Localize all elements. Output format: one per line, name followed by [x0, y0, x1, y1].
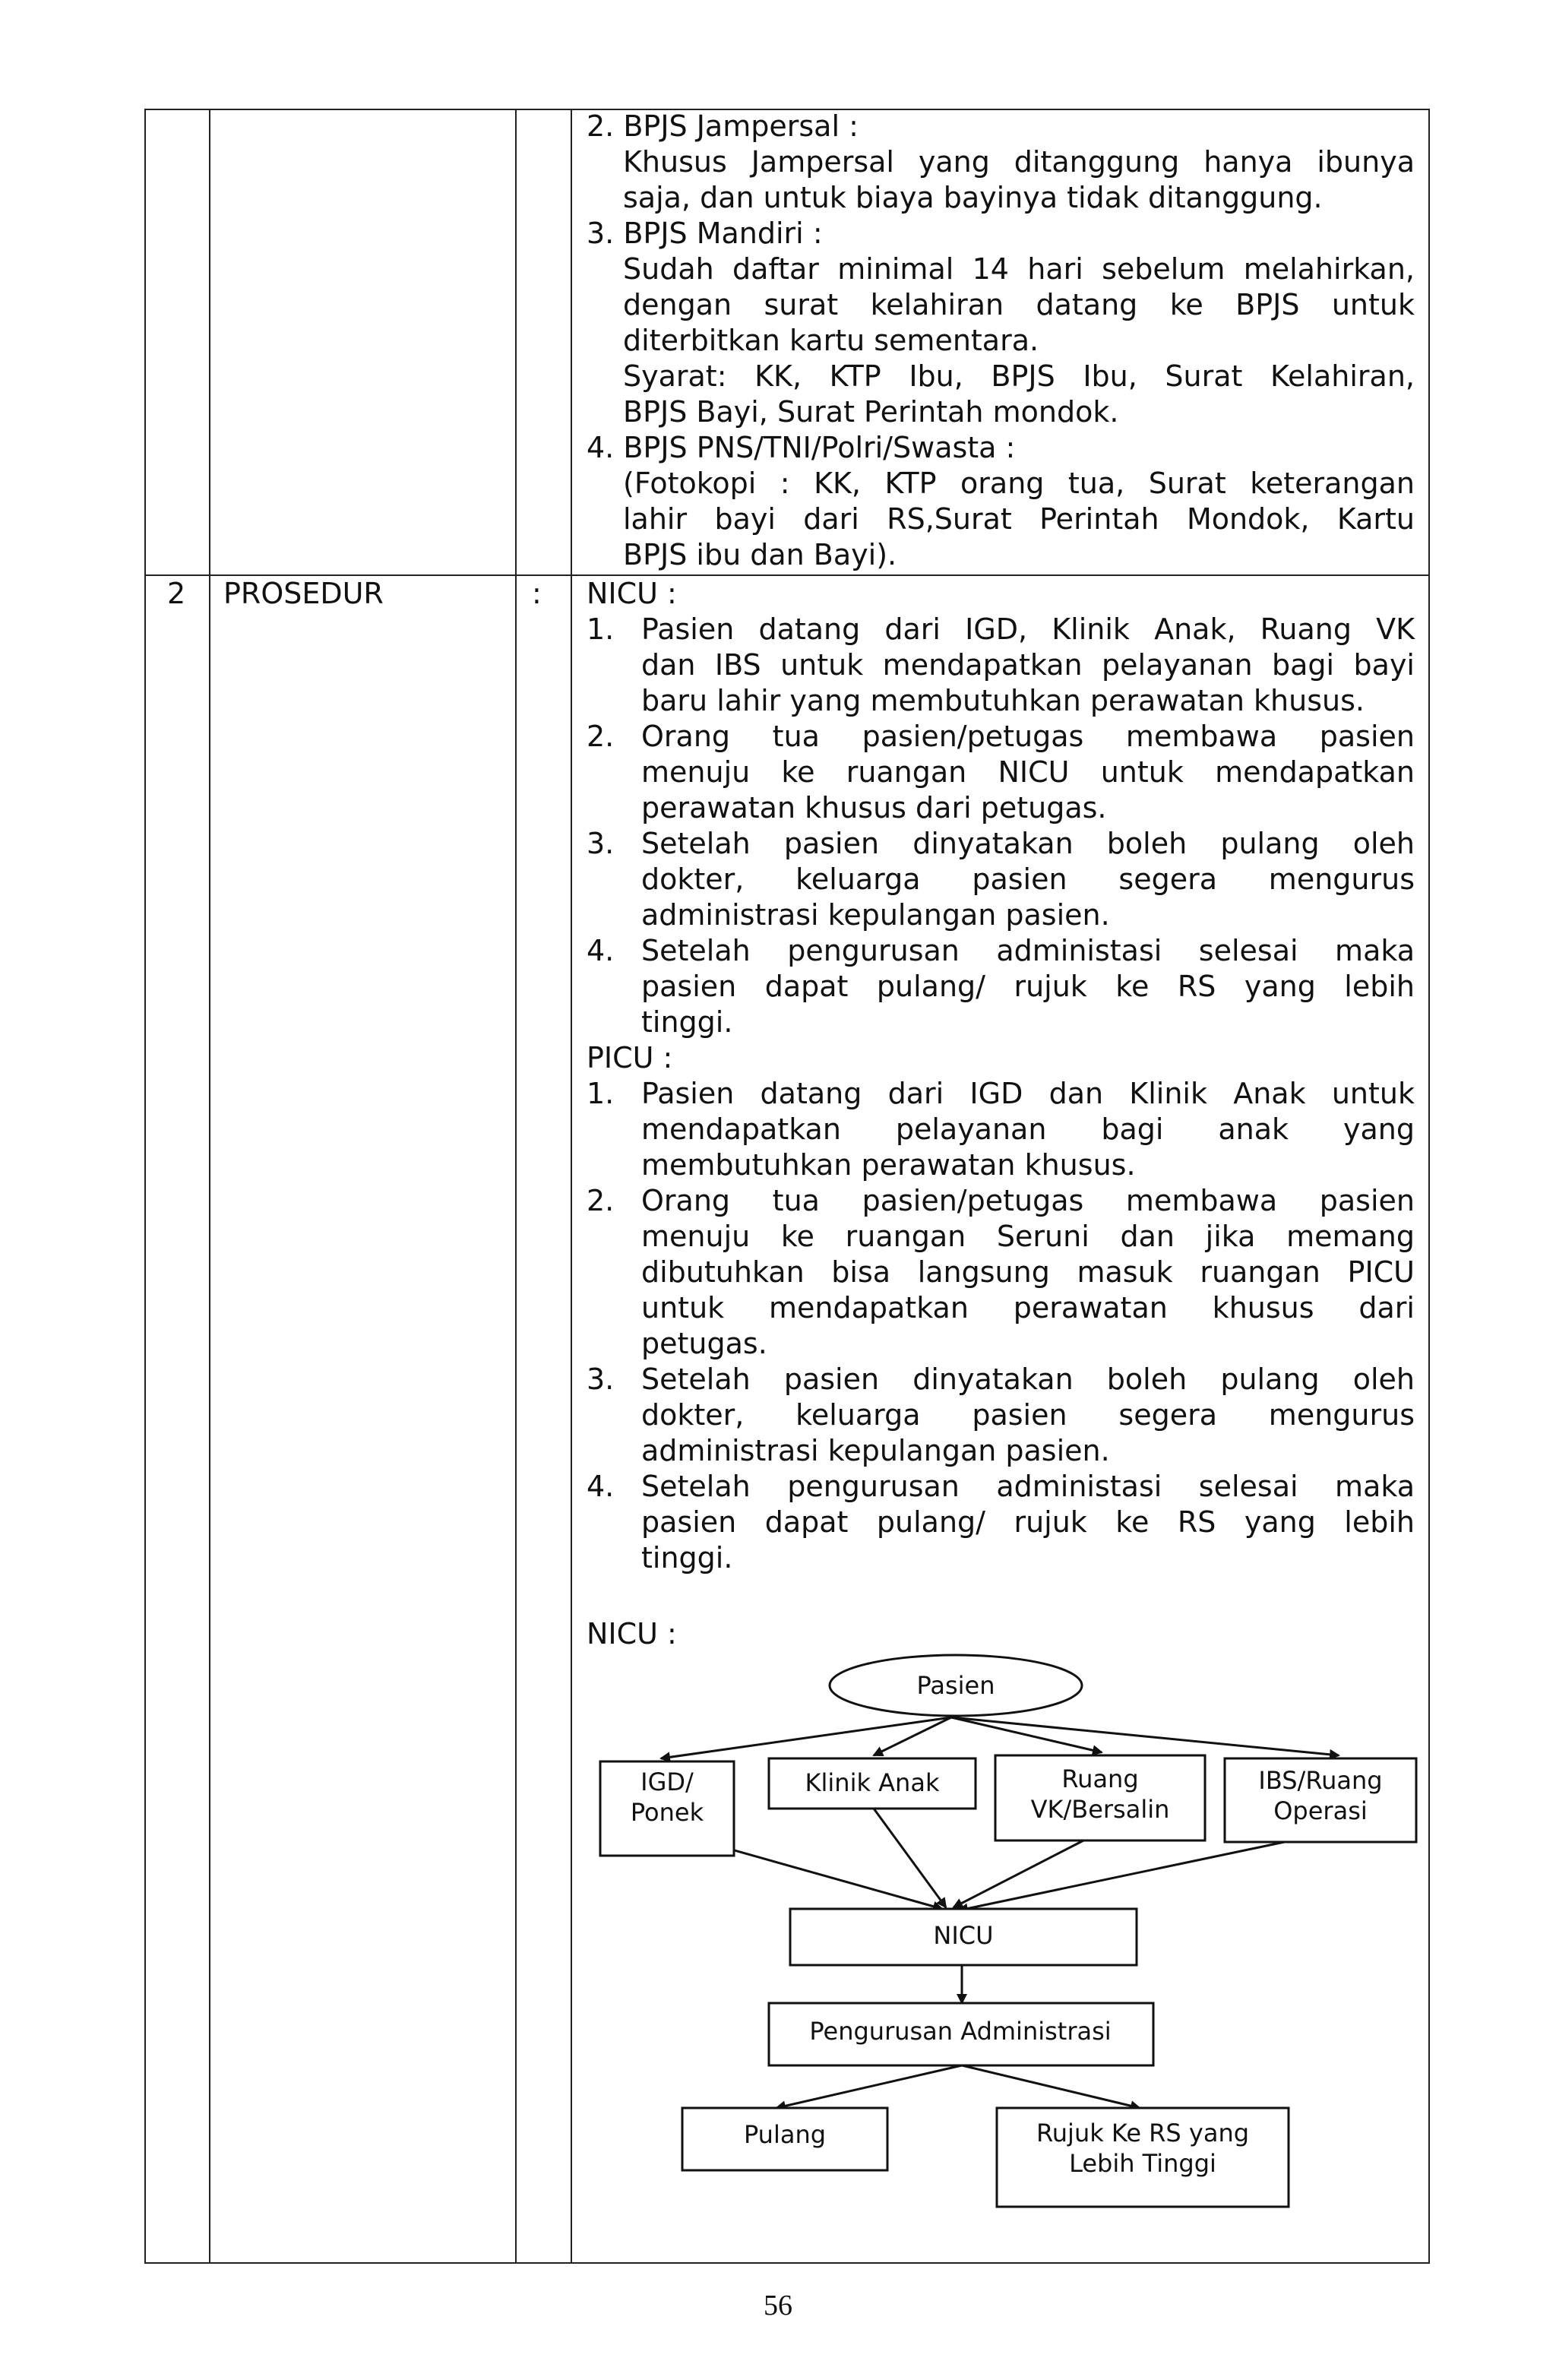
node-rujuk — [997, 2108, 1289, 2207]
picu-step-line: mendapatkan pelayanan bagi anak yang — [641, 1112, 1415, 1146]
mandiri-line: diterbitkan kartu sementara. — [623, 324, 1039, 357]
jampersal-line: saja, dan untuk biaya bayinya tidak ditanggung. — [623, 181, 1323, 214]
nicu-step-line: pasien dapat pulang/ rujuk ke RS yang lebih — [641, 970, 1415, 1003]
page-number: 56 — [764, 2290, 792, 2321]
nicu-step-line: baru lahir yang membutuhkan perawatan khusus. — [641, 684, 1365, 717]
node-label: IBS/Ruang — [1258, 1766, 1383, 1795]
node-igd — [600, 1761, 734, 1856]
picu-step-line: dokter, keluarga pasien segera mengurus — [641, 1398, 1415, 1432]
nicu-step-line: Setelah pengurusan administasi selesai maka — [641, 934, 1415, 967]
jampersal-heading: 2. BPJS Jampersal : — [587, 109, 859, 143]
node-label: IGD/ — [640, 1768, 694, 1796]
node-label: Operasi — [1273, 1796, 1368, 1825]
node-label: Pasien — [916, 1671, 995, 1700]
flowchart-heading: NICU : — [587, 1617, 677, 1650]
step-number: 2. — [587, 1184, 615, 1217]
mandiri-line: BPJS Bayi, Surat Perintah mondok. — [623, 395, 1119, 429]
picu-step-line: untuk mendapatkan perawatan khusus dari — [641, 1291, 1415, 1325]
pns-line: lahir bayi dari RS,Surat Perintah Mondok, Kartu — [623, 502, 1415, 536]
mandiri-line: Sudah daftar minimal 14 hari sebelum melahirkan, — [623, 252, 1415, 286]
picu-step-line: Pasien datang dari IGD dan Klinik Anak untuk — [641, 1077, 1415, 1110]
node-label: Pulang — [743, 2120, 827, 2149]
node-ruang-vk — [995, 1755, 1205, 1840]
arrow-admin-rujuk — [962, 2065, 1140, 2108]
pns-heading: 4. BPJS PNS/TNI/Polri/Swasta : — [587, 431, 1016, 464]
picu-step-line: pasien dapat pulang/ rujuk ke RS yang lebih — [641, 1505, 1415, 1539]
node-pulang — [682, 2108, 887, 2170]
step-number: 3. — [587, 827, 615, 860]
picu-step-line: administrasi kepulangan pasien. — [641, 1434, 1110, 1467]
nicu-step-line: dokter, keluarga pasien segera mengurus — [641, 862, 1415, 896]
nicu-step-line: Orang tua pasien/petugas membawa pasien — [641, 720, 1415, 753]
arrow-admin-pulang — [776, 2065, 962, 2108]
step-number: 1. — [587, 612, 615, 646]
nicu-step-line: perawatan khusus dari petugas. — [641, 791, 1107, 824]
node-label: Lebih Tinggi — [1069, 2149, 1216, 2178]
node-ibs — [1225, 1758, 1416, 1842]
step-number: 4. — [587, 1470, 615, 1503]
node-label: Ponek — [630, 1798, 704, 1827]
picu-step-line: Setelah pasien dinyatakan boleh pulang oleh — [641, 1362, 1415, 1396]
node-label: VK/Bersalin — [1030, 1795, 1170, 1824]
node-label: Klinik Anak — [805, 1768, 940, 1797]
node-admin — [769, 2003, 1153, 2065]
picu-step-line: menuju ke ruangan Seruni dan jika memang — [641, 1220, 1415, 1253]
node-label: Ruang — [1061, 1764, 1139, 1793]
mandiri-heading: 3. BPJS Mandiri : — [587, 217, 823, 250]
node-label: Rujuk Ke RS yang — [1036, 2119, 1250, 2147]
picu-step-line: Setelah pengurusan administasi selesai maka — [641, 1470, 1415, 1503]
mandiri-line: Syarat: KK, KTP Ibu, BPJS Ibu, Surat Kelahiran, — [623, 359, 1415, 393]
node-label: Pengurusan Administrasi — [809, 2017, 1112, 2046]
picu-step-line: membutuhkan perawatan khusus. — [641, 1148, 1136, 1182]
pns-line: (Fotokopi : KK, KTP orang tua, Surat keterangan — [623, 467, 1415, 500]
arrow-ibs-nicu — [959, 1840, 1292, 1910]
node-klinik-anak — [769, 1758, 976, 1809]
nicu-step-line: menuju ke ruangan NICU untuk mendapatkan — [641, 755, 1415, 789]
row-number: 2 — [167, 577, 186, 610]
picu-step-line: petugas. — [641, 1327, 767, 1360]
picu-step-line: dibutuhkan bisa langsung masuk ruangan PICU — [641, 1255, 1415, 1289]
picu-heading: PICU : — [587, 1041, 673, 1074]
mandiri-line: dengan surat kelahiran datang ke BPJS untuk — [623, 288, 1415, 321]
arrow-pasien-ruang — [951, 1717, 1102, 1752]
picu-step-line: Orang tua pasien/petugas membawa pasien — [641, 1184, 1415, 1217]
nicu-step-line: Setelah pasien dinyatakan boleh pulang oleh — [641, 827, 1415, 860]
step-number: 3. — [587, 1362, 615, 1396]
step-number: 4. — [587, 934, 615, 967]
arrow-pasien-ibs — [951, 1717, 1339, 1755]
node-nicu — [790, 1909, 1137, 1965]
nicu-heading: NICU : — [587, 577, 677, 610]
row-colon: : — [532, 577, 542, 610]
pns-line: BPJS ibu dan Bayi). — [623, 538, 897, 571]
nicu-step-line: administrasi kepulangan pasien. — [641, 898, 1110, 932]
picu-step-line: tinggi. — [641, 1541, 733, 1575]
nicu-step-line: tinggi. — [641, 1005, 733, 1039]
nicu-step-line: dan IBS untuk mendapatkan pelayanan bagi bayi — [641, 648, 1415, 682]
row-label: PROSEDUR — [223, 577, 384, 610]
jampersal-line: Khusus Jampersal yang ditanggung hanya ibunya — [623, 145, 1415, 179]
step-number: 1. — [587, 1077, 615, 1110]
node-pasien — [830, 1655, 1082, 1716]
step-number: 2. — [587, 720, 615, 753]
nicu-step-line: Pasien datang dari IGD, Klinik Anak, Ruang VK — [641, 612, 1415, 646]
node-label: NICU — [933, 1921, 994, 1950]
